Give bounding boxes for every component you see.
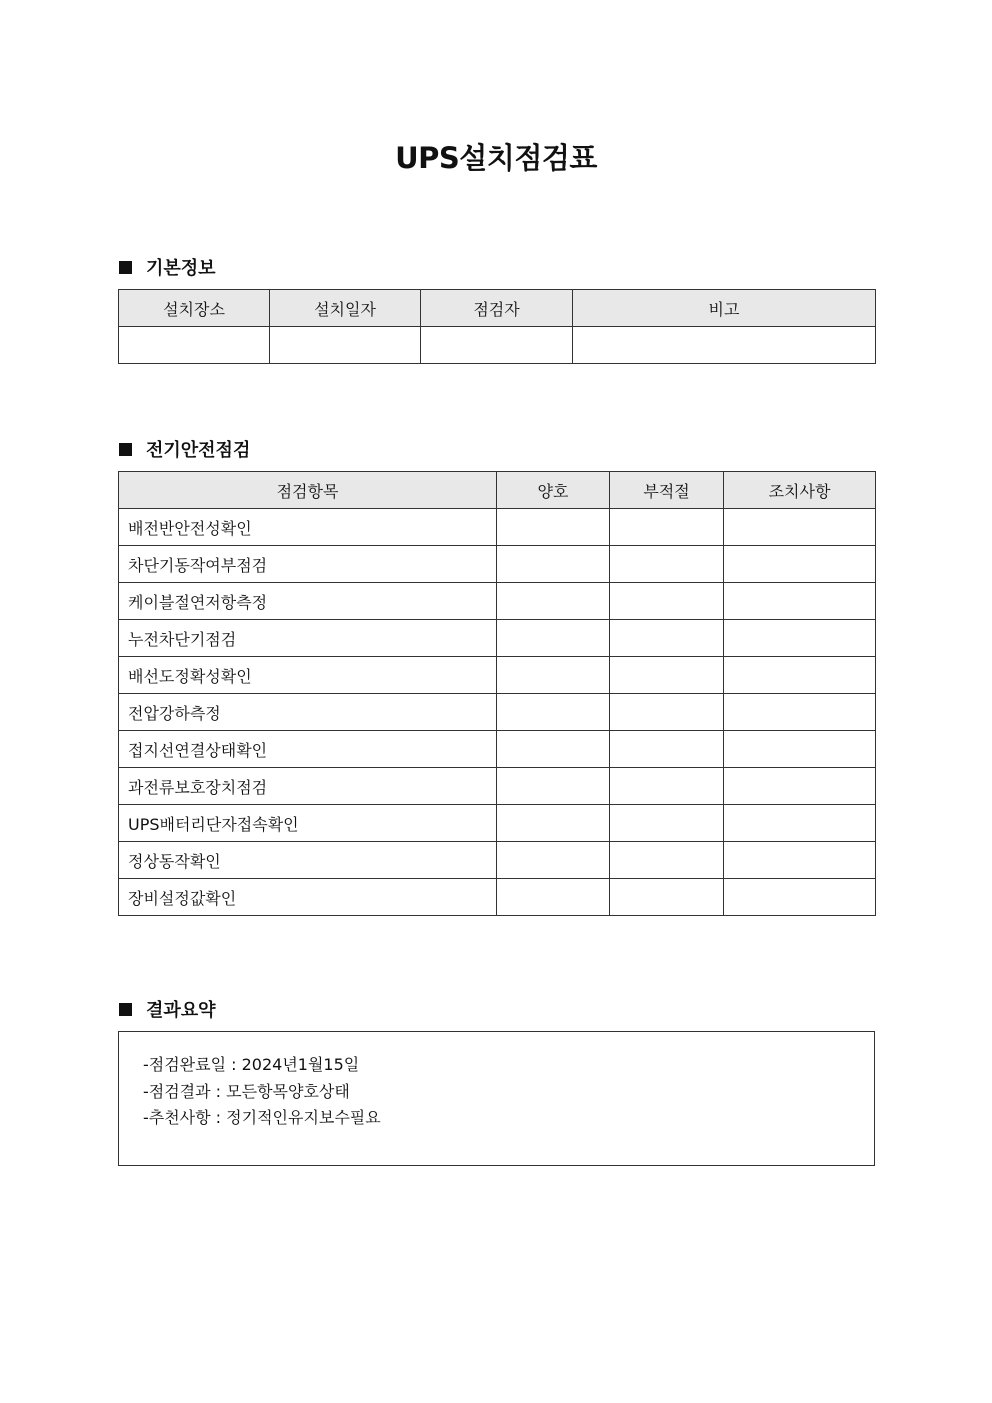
square-bullet-icon: [119, 1003, 132, 1016]
basic-info-heading: [119, 254, 216, 280]
square-bullet-icon: [119, 261, 132, 274]
header-inspector: 점검자: [421, 290, 573, 327]
basic-info-table: [118, 289, 876, 364]
header-install-date: 설치일자: [270, 290, 421, 327]
check-item-label: 접지선연결상태확인: [119, 731, 497, 768]
page-title: UPS설치점검표: [395, 141, 597, 175]
action-cell[interactable]: [724, 731, 876, 768]
summary-box: [118, 1031, 875, 1166]
summary-line-result: -점검결과 : 모든항목양호상태: [143, 1082, 350, 1101]
table-row: [119, 620, 876, 657]
action-cell[interactable]: [724, 842, 876, 879]
table-row: [119, 583, 876, 620]
table-row: [119, 694, 876, 731]
header-action: 조치사항: [724, 472, 876, 509]
basic-info-input-row: [119, 327, 876, 364]
inadequate-cell[interactable]: [610, 509, 724, 546]
good-cell[interactable]: [497, 657, 610, 694]
basic-info-header-row: [119, 290, 876, 327]
header-install-location: 설치장소: [119, 290, 270, 327]
header-inadequate: 부적절: [610, 472, 724, 509]
good-cell[interactable]: [497, 842, 610, 879]
check-item-label: 전압강하측정: [119, 694, 497, 731]
check-item-label: 케이블절연저항측정: [119, 583, 497, 620]
inadequate-cell[interactable]: [610, 583, 724, 620]
remarks-cell[interactable]: [573, 327, 876, 364]
action-cell[interactable]: [724, 879, 876, 916]
check-item-label: 누전차단기점검: [119, 620, 497, 657]
action-cell[interactable]: [724, 509, 876, 546]
action-cell[interactable]: [724, 657, 876, 694]
action-cell[interactable]: [724, 583, 876, 620]
check-item-label: 장비설정값확인: [119, 879, 497, 916]
inadequate-cell[interactable]: [610, 879, 724, 916]
good-cell[interactable]: [497, 620, 610, 657]
header-remarks: 비고: [573, 290, 876, 327]
action-cell[interactable]: [724, 620, 876, 657]
table-row: [119, 768, 876, 805]
basic-info-heading-text: 기본정보: [146, 258, 216, 279]
header-good: 양호: [497, 472, 610, 509]
good-cell[interactable]: [497, 546, 610, 583]
check-item-label: 배선도정확성확인: [119, 657, 497, 694]
table-row: [119, 731, 876, 768]
inadequate-cell[interactable]: [610, 657, 724, 694]
inadequate-cell[interactable]: [610, 842, 724, 879]
table-row: [119, 842, 876, 879]
table-row: [119, 879, 876, 916]
summary-line-completion-date: -점검완료일 : 2024년1월15일: [143, 1055, 360, 1074]
square-bullet-icon: [119, 443, 132, 456]
good-cell[interactable]: [497, 879, 610, 916]
check-item-label: 과전류보호장치점검: [119, 768, 497, 805]
install-date-cell[interactable]: [270, 327, 421, 364]
inadequate-cell[interactable]: [610, 620, 724, 657]
action-cell[interactable]: [724, 805, 876, 842]
table-row: [119, 546, 876, 583]
inadequate-cell[interactable]: [610, 731, 724, 768]
inadequate-cell[interactable]: [610, 768, 724, 805]
safety-heading-text: 전기안전점검: [146, 440, 251, 461]
install-location-cell[interactable]: [119, 327, 270, 364]
summary-heading-text: 결과요약: [146, 1000, 216, 1021]
inadequate-cell[interactable]: [610, 694, 724, 731]
check-item-label: 정상동작확인: [119, 842, 497, 879]
good-cell[interactable]: [497, 583, 610, 620]
table-row: [119, 509, 876, 546]
summary-line-recommendation: -추천사항 : 정기적인유지보수필요: [143, 1108, 381, 1127]
check-item-label: UPS배터리단자접속확인: [119, 805, 497, 842]
good-cell[interactable]: [497, 731, 610, 768]
inadequate-cell[interactable]: [610, 546, 724, 583]
check-item-label: 차단기동작여부점검: [119, 546, 497, 583]
safety-header-row: [119, 472, 876, 509]
inadequate-cell[interactable]: [610, 805, 724, 842]
check-item-label: 배전반안전성확인: [119, 509, 497, 546]
good-cell[interactable]: [497, 805, 610, 842]
good-cell[interactable]: [497, 768, 610, 805]
safety-table: [118, 471, 876, 916]
table-row: [119, 657, 876, 694]
inspector-cell[interactable]: [421, 327, 573, 364]
good-cell[interactable]: [497, 694, 610, 731]
action-cell[interactable]: [724, 694, 876, 731]
summary-heading: [119, 996, 216, 1022]
action-cell[interactable]: [724, 546, 876, 583]
good-cell[interactable]: [497, 509, 610, 546]
safety-heading: [119, 436, 250, 462]
table-row: [119, 805, 876, 842]
header-check-item: 점검항목: [119, 472, 497, 509]
action-cell[interactable]: [724, 768, 876, 805]
